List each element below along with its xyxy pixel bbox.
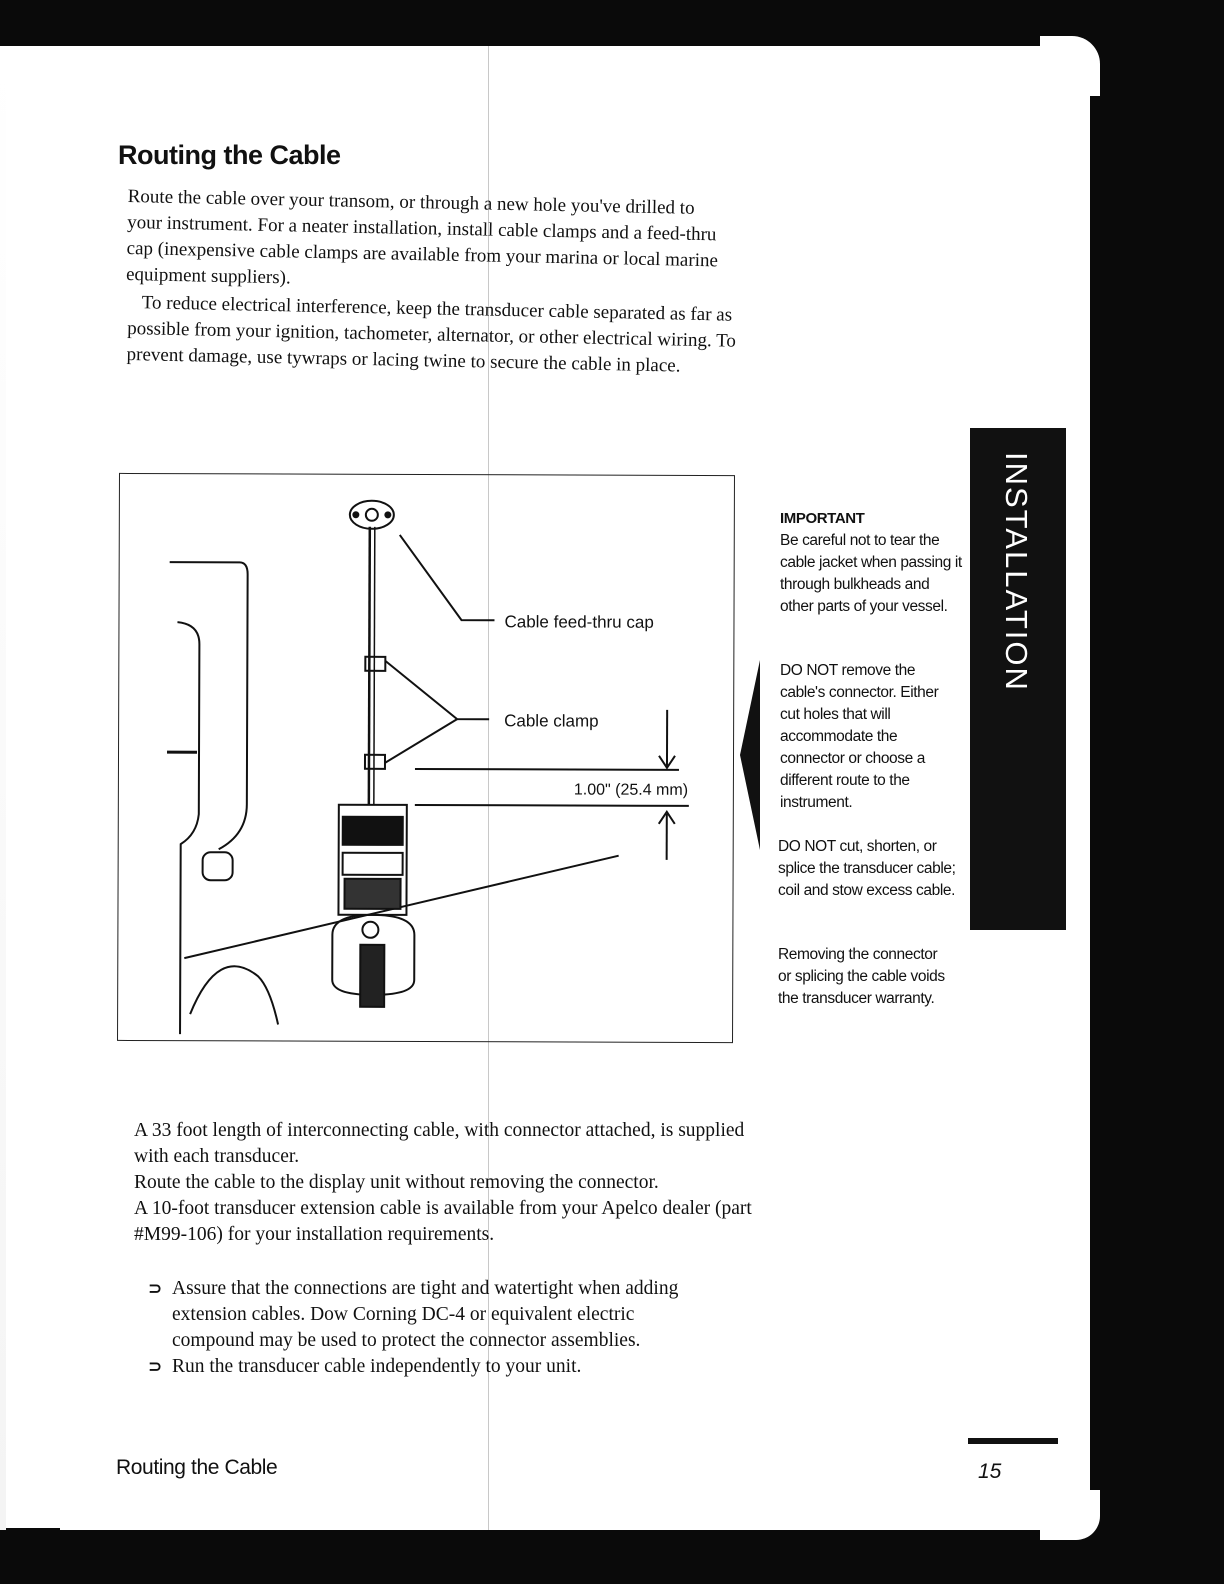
footer-section-name: Routing the Cable [116, 1456, 278, 1479]
hull-edge [176, 622, 199, 1034]
page-number: 15 [978, 1460, 1002, 1483]
note-warranty: Removing the connector or splicing the cable voids the transducer warranty. [778, 946, 945, 1007]
important-text: Be careful not to tear the cable jacket when passing it through bulkheads and other parts of your vessel. [780, 532, 962, 615]
leader-feed-thru [399, 535, 494, 620]
page-spine [0, 50, 6, 1530]
tips-list [148, 1276, 708, 1380]
important-note [780, 508, 965, 618]
interference-paragraph: To reduce electrical interference, keep the transducer cable separated as far as possible from your ignition, tachometer, alternator, or other electrical wiring. To prevent damage, use tywraps or lacing twine to secure the cable in place. [126, 292, 737, 377]
footer-rule [968, 1438, 1058, 1444]
page-title: Routing the Cable [118, 140, 341, 170]
bullet-icon: ⊃ [148, 1279, 163, 1299]
cable-routing-figure [117, 473, 735, 1043]
body-text [118, 1118, 758, 1248]
leader-clamp [385, 661, 489, 719]
important-title: IMPORTANT [780, 510, 865, 527]
page-corner-top-right [1040, 36, 1100, 96]
bullet-text: Assure that the connections are tight and watertight when adding extension cables. Dow Corning DC-4 or equivalent electric compound may be used to protect the connector assemblies. [172, 1278, 679, 1351]
bullet-text: Run the transducer cable independently to your unit. [172, 1356, 582, 1377]
list-item [148, 1354, 708, 1380]
transom-outline [169, 562, 248, 849]
label-feed-thru-cap: Cable feed-thru cap [504, 612, 654, 632]
label-dimension: 1.00" (25.4 mm) [573, 781, 689, 799]
bullet-icon: ⊃ [148, 1357, 163, 1377]
page-corner-bottom-right [1040, 1490, 1100, 1540]
hull-curve [190, 966, 278, 1024]
cable [369, 527, 370, 805]
note-connector: DO NOT remove the cable's connector. Either cut holes that will accommodate the connector or choose a different route to the instrument. [780, 662, 939, 811]
cable-routing-diagram [118, 474, 733, 1041]
dimension-top [415, 769, 679, 770]
dimension-bottom [415, 805, 689, 806]
scan-border-right [1082, 0, 1224, 1584]
label-cable-clamp: Cable clamp [504, 711, 599, 731]
intro-paragraph: Route the cable over your transom, or through a new hole you've drilled to your instrument. For a neater installation, install cable clamps and a feed-thru cap (inexpensive cable clamps are available from your marina or local marine equipment suppliers). [125, 185, 719, 289]
cable-length-paragraph: A 33 foot length of interconnecting cable, with connector attached, is supplied with each transducer. [134, 1120, 745, 1167]
hull-fitting [203, 852, 233, 880]
route-paragraph: Route the cable to the display unit without removing the connector. [134, 1172, 659, 1193]
extension-paragraph: A 10-foot transducer extension cable is available from your Apelco dealer (part #M99-106) for your installation requirements. [134, 1198, 752, 1245]
list-item [148, 1276, 708, 1354]
note-pointer-arrow [740, 660, 760, 850]
note-do-not-cut: DO NOT cut, shorten, or splice the transducer cable; coil and stow excess cable. [778, 838, 956, 899]
